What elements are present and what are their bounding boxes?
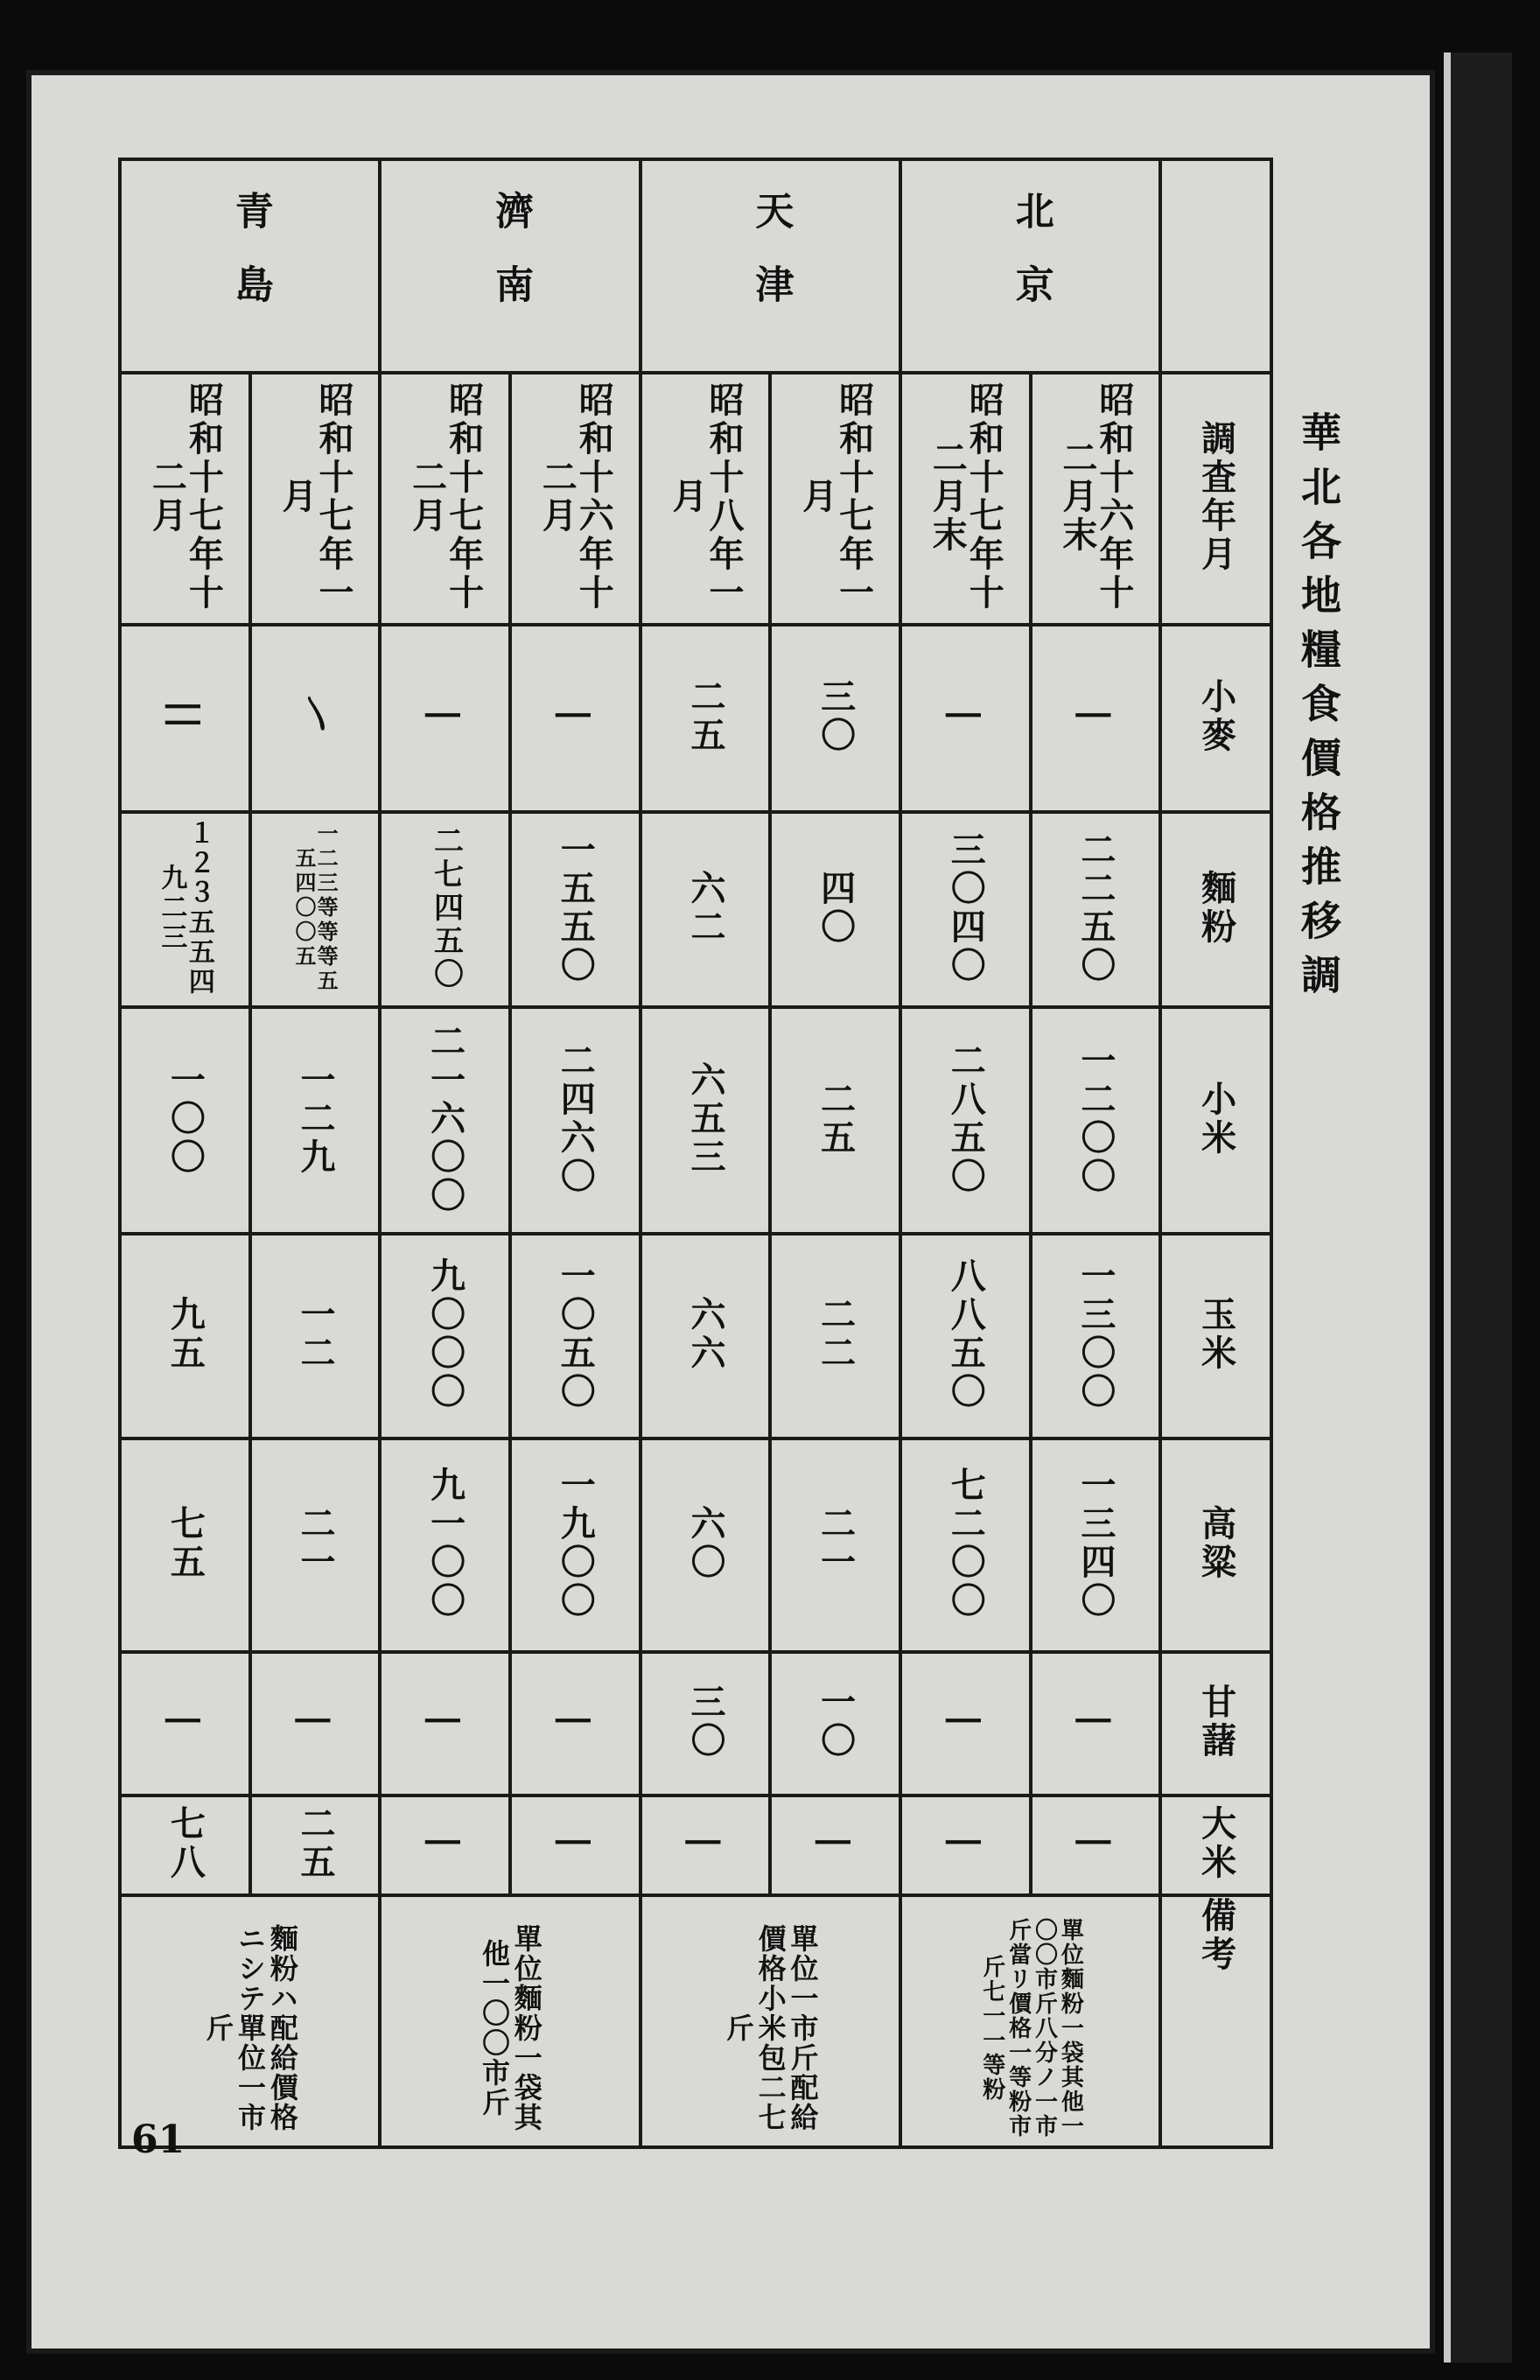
date-cell: 昭和十七年一月	[770, 373, 900, 625]
value-cell: |	[1031, 1652, 1161, 1796]
value-cell: 四〇	[770, 812, 900, 1007]
value-cell: 一〇五〇	[510, 1234, 640, 1438]
row-label-wheat: 小麥	[1160, 625, 1271, 812]
value-cell: 二五	[770, 1007, 900, 1234]
row-label-kaoliang: 高粱	[1160, 1438, 1271, 1652]
value-cell: ||	[120, 625, 250, 812]
value-cell: |	[900, 625, 1031, 812]
notes-label: 備考	[1160, 1895, 1271, 2147]
note-qingdao: 麵粉ハ配給價格ニシテ單位一市斤	[120, 1895, 380, 2147]
value-cell: |	[250, 1652, 381, 1796]
date-cell: 昭和十七年十二月末	[900, 373, 1031, 625]
city-jinan: 濟南	[380, 159, 640, 373]
price-table	[118, 158, 1273, 2149]
page-number: 61	[131, 2118, 186, 2162]
value-cell: 九〇〇〇	[380, 1234, 510, 1438]
value-cell: 六〇	[640, 1438, 771, 1652]
value-cell: 三〇	[640, 1652, 771, 1796]
value-cell: 一〇〇	[120, 1007, 250, 1234]
value-cell: 六二	[640, 812, 771, 1007]
value-cell: 一二九	[250, 1007, 381, 1234]
header-label: 調査年月	[1160, 373, 1271, 625]
value-cell: |	[510, 1652, 640, 1796]
date-cell: 昭和十七年十二月	[380, 373, 510, 625]
value-cell: |	[1031, 1796, 1161, 1895]
value-cell: 二一	[250, 1438, 381, 1652]
note-tianjin: 單位一市斤配給價格小米包二七斤	[640, 1895, 900, 2147]
value-cell: 一〇	[770, 1652, 900, 1796]
row-label-flour: 麵粉	[1160, 812, 1271, 1007]
value-cell: 二五	[640, 625, 771, 812]
value-cell: 一二三等等等五五四〇〇五	[250, 812, 381, 1007]
value-cell: 八八五〇	[900, 1234, 1031, 1438]
date-cell: 昭和十六年十二月末	[1031, 373, 1161, 625]
value-cell: 二八五〇	[900, 1007, 1031, 1234]
page-title: 華北各地糧食價格推移調	[1295, 411, 1342, 1008]
value-cell: |	[770, 1796, 900, 1895]
corner-cell	[1160, 159, 1271, 373]
value-cell: |	[380, 625, 510, 812]
value-cell: 一二〇〇	[1031, 1007, 1161, 1234]
value-cell: 二七四五〇	[380, 812, 510, 1007]
row-label-corn: 玉米	[1160, 1234, 1271, 1438]
date-cell: 昭和十八年一月	[640, 373, 771, 625]
row-label-rice: 大米	[1160, 1796, 1271, 1895]
value-cell: |	[380, 1796, 510, 1895]
row-label-millet: 小米	[1160, 1007, 1271, 1234]
value-cell: |	[510, 1796, 640, 1895]
value-cell: |	[1031, 625, 1161, 812]
date-cell: 昭和十六年十二月	[510, 373, 640, 625]
value-cell: 七二〇〇	[900, 1438, 1031, 1652]
value-cell: 七五	[120, 1438, 250, 1652]
value-cell: 一九〇〇	[510, 1438, 640, 1652]
value-cell: 一三〇〇	[1031, 1234, 1161, 1438]
city-qingdao: 青島	[120, 159, 380, 373]
book-spine	[1444, 52, 1512, 2362]
value-cell: １２３五五四九二三	[120, 812, 250, 1007]
value-cell: 二一	[770, 1438, 900, 1652]
value-cell: 七八	[120, 1796, 250, 1895]
value-cell: 一二	[250, 1234, 381, 1438]
value-cell: 二四六〇	[510, 1007, 640, 1234]
city-beijing: 北京	[900, 159, 1160, 373]
note-beijing: 單位麵粉一袋其他一〇〇市斤八分ノ一市斤當リ價格一等粉市斤七一一等粉	[900, 1895, 1160, 2147]
value-cell: |	[900, 1796, 1031, 1895]
city-tianjin: 天津	[640, 159, 900, 373]
value-cell: 二二	[770, 1234, 900, 1438]
value-cell: |	[640, 1796, 771, 1895]
value-cell: |	[510, 625, 640, 812]
value-cell: 九五	[120, 1234, 250, 1438]
value-cell: 〵	[250, 625, 381, 812]
value-cell: 三〇四〇	[900, 812, 1031, 1007]
value-cell: 六六	[640, 1234, 771, 1438]
value-cell: 二二五〇	[1031, 812, 1161, 1007]
date-cell: 昭和十七年一月	[250, 373, 381, 625]
value-cell: 六五三	[640, 1007, 771, 1234]
row-label-sweet-potato: 甘藷	[1160, 1652, 1271, 1796]
value-cell: |	[120, 1652, 250, 1796]
note-jinan: 單位麵粉一袋其他一〇〇市斤	[380, 1895, 640, 2147]
value-cell: 三〇	[770, 625, 900, 812]
value-cell: 二一六〇〇	[380, 1007, 510, 1234]
value-cell: 九一〇〇	[380, 1438, 510, 1652]
value-cell: |	[900, 1652, 1031, 1796]
value-cell: 一五五〇	[510, 812, 640, 1007]
date-cell: 昭和十七年十二月	[120, 373, 250, 625]
value-cell: |	[380, 1652, 510, 1796]
value-cell: 一三四〇	[1031, 1438, 1161, 1652]
value-cell: 二五	[250, 1796, 381, 1895]
